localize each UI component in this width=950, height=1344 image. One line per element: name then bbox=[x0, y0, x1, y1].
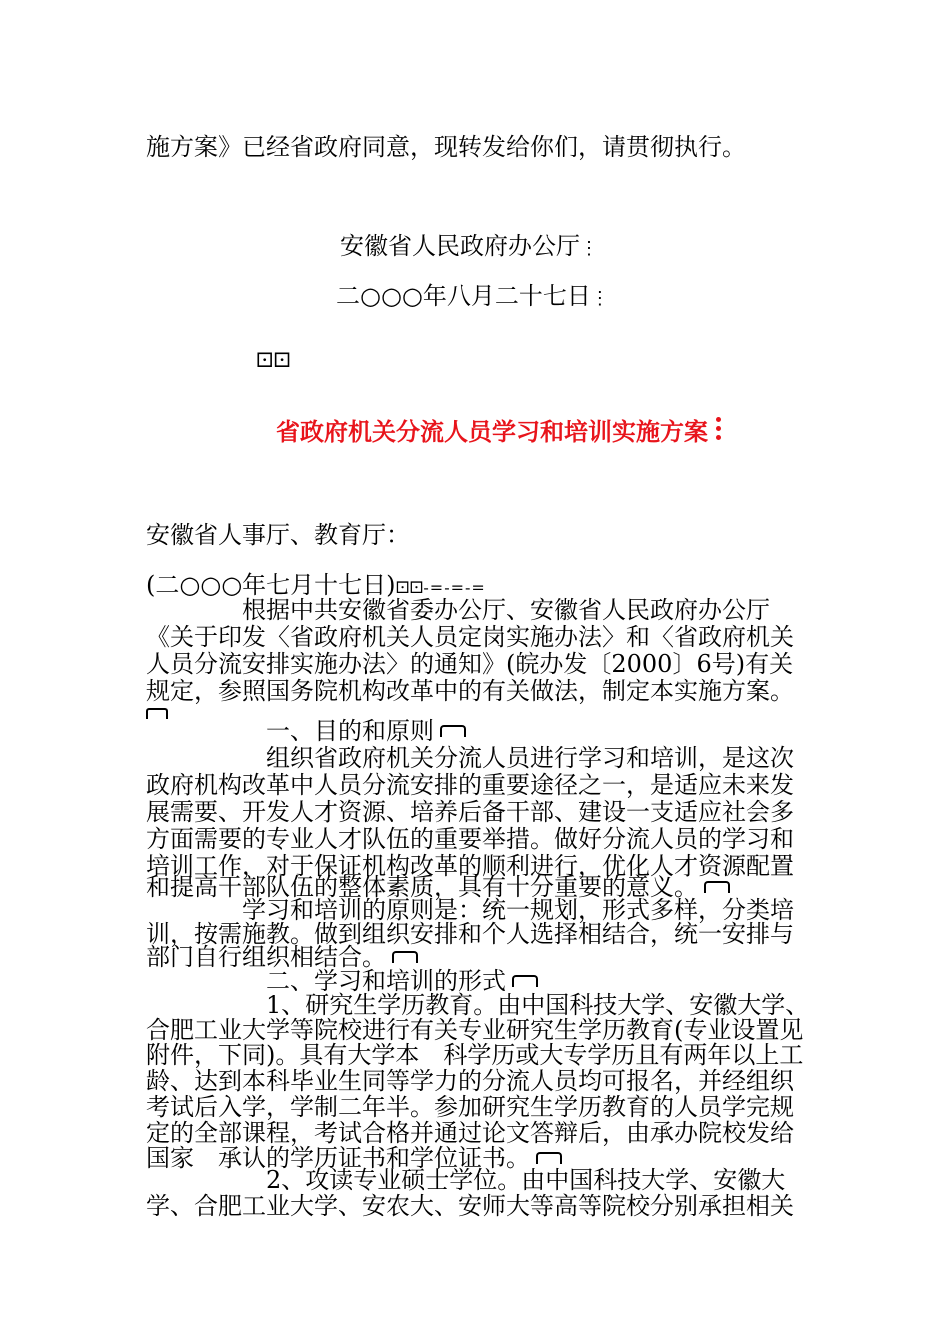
issuer-line bbox=[340, 233, 598, 262]
body-line-text: 定的全部课程，考试合格并通过论文答辩后，由承办院校发给 bbox=[146, 1119, 794, 1147]
intro-tail-text: 施方案》已经省政府同意，现转发给你们，请贯彻执行。 bbox=[146, 133, 746, 161]
addressee-line bbox=[146, 522, 806, 549]
sub-date-mark-icon: ⚀⚀ bbox=[395, 578, 424, 597]
addressee-text: 安徽省人事厅、教育厅： bbox=[146, 521, 410, 549]
body-line bbox=[146, 1094, 806, 1121]
body-line bbox=[146, 799, 806, 826]
body-line bbox=[146, 1068, 806, 1095]
sub-date-text: (二○○○年七月十七日) bbox=[146, 571, 396, 599]
title-dots-icon bbox=[716, 417, 722, 444]
body-line bbox=[146, 1167, 806, 1194]
section-mark-icon bbox=[256, 347, 291, 374]
paragraph-mark-icon bbox=[392, 951, 418, 963]
body-line-text: 政府机构改革中人员分流安排的重要途径之一，是适应未来发 bbox=[146, 771, 794, 799]
body-line bbox=[146, 1017, 806, 1044]
document-title-text: 省政府机关分流人员学习和培训实施方案 bbox=[276, 418, 708, 446]
sub-date-tail: -=-=-= bbox=[423, 578, 486, 597]
body-line-text: 学习和培训的原则是：统一规划，形式多样，分类培 bbox=[146, 896, 794, 924]
body-line-text: 培训工作，对于保证机构改革的顺利进行，优化人才资源配置 bbox=[146, 852, 794, 880]
body-line-text: 训，按需施教。做到组织安排和个人选择相结合，统一安排与 bbox=[146, 920, 794, 948]
body-line-text: 附件，下同)。具有大学本 科学历或大专学历且有两年以上工 bbox=[146, 1041, 804, 1069]
body-line-text: 合肥工业大学等院校进行有关专业研究生学历教育(专业设置见 bbox=[146, 1016, 804, 1044]
body-line-text: 人员分流安排实施办法〉的通知》(皖办发〔2000〕6号)有关 bbox=[146, 650, 794, 678]
body-line-text: 根据中共安徽省委办公厅、安徽省人民政府办公厅 bbox=[146, 596, 770, 624]
body-line bbox=[146, 772, 806, 799]
body-line-text: 《关于印发〈省政府机关人员定岗实施办法〉和〈省政府机关 bbox=[146, 623, 794, 651]
body-line bbox=[146, 678, 806, 705]
issue-date-text: 二○○○年八月二十七日 bbox=[336, 282, 591, 310]
body-line bbox=[146, 1120, 806, 1147]
section-heading bbox=[146, 718, 806, 745]
section-heading-text: 二、学习和培训的形式 bbox=[146, 967, 506, 995]
colon-mark: ⋮ bbox=[580, 238, 598, 259]
body-line-text: 方面需要的专业人才队伍的重要举措。做好分流人员的学习和 bbox=[146, 825, 794, 853]
body-line bbox=[146, 624, 806, 651]
paragraph-mark-icon bbox=[536, 1152, 562, 1164]
body-line-text: 国家 承认的学历证书和学位证书。 bbox=[146, 1144, 530, 1172]
body-line bbox=[146, 597, 806, 624]
section-mark-glyphs: ⚀⚀ bbox=[256, 348, 291, 372]
body-line-text: 龄、达到本科毕业生同等学力的分流人员均可报名，并经组织 bbox=[146, 1067, 794, 1095]
issuer-text: 安徽省人民政府办公厅 bbox=[340, 232, 580, 260]
paragraph-mark-icon bbox=[704, 881, 730, 893]
body-line-text: 规定，参照国务院机构改革中的有关做法，制定本实施方案。 bbox=[146, 677, 794, 705]
section-heading-text: 一、目的和原则 bbox=[146, 717, 434, 745]
body-line-text: 和提高干部队伍的整体素质，具有十分重要的意义。 bbox=[146, 873, 698, 901]
body-line bbox=[146, 826, 806, 853]
colon-mark: ⋮ bbox=[590, 288, 609, 309]
body-line-text: 展需要、开发人才资源、培养后备干部、建设一支适应社会多 bbox=[146, 798, 794, 826]
body-line-text: 部门自行组织相结合。 bbox=[146, 943, 386, 971]
body-line bbox=[146, 1042, 806, 1069]
paragraph-mark-icon bbox=[512, 975, 538, 987]
body-line-text: 学、合肥工业大学、安农大、安师大等高等院校分别承担相关 bbox=[146, 1192, 794, 1220]
paragraph-mark-icon bbox=[440, 725, 466, 737]
body-line bbox=[146, 991, 810, 1019]
body-line-text: 考试后入学，学制二年半。参加研究生学历教育的人员学完规 bbox=[146, 1093, 794, 1121]
body-line bbox=[146, 745, 806, 772]
body-line bbox=[146, 651, 806, 678]
body-line-text: 1、研究生学历教育。由中国科技大学、安徽大学、 bbox=[146, 991, 810, 1019]
document-title bbox=[276, 412, 722, 447]
body-line bbox=[146, 1193, 806, 1220]
issue-date-line bbox=[336, 283, 609, 312]
body-line-text: 2、攻读专业硕士学位。由中国科技大学、安徽大 bbox=[146, 1166, 786, 1194]
body-line-text: 组织省政府机关分流人员进行学习和培训，是这次 bbox=[146, 744, 794, 772]
intro-tail-line bbox=[146, 134, 806, 161]
